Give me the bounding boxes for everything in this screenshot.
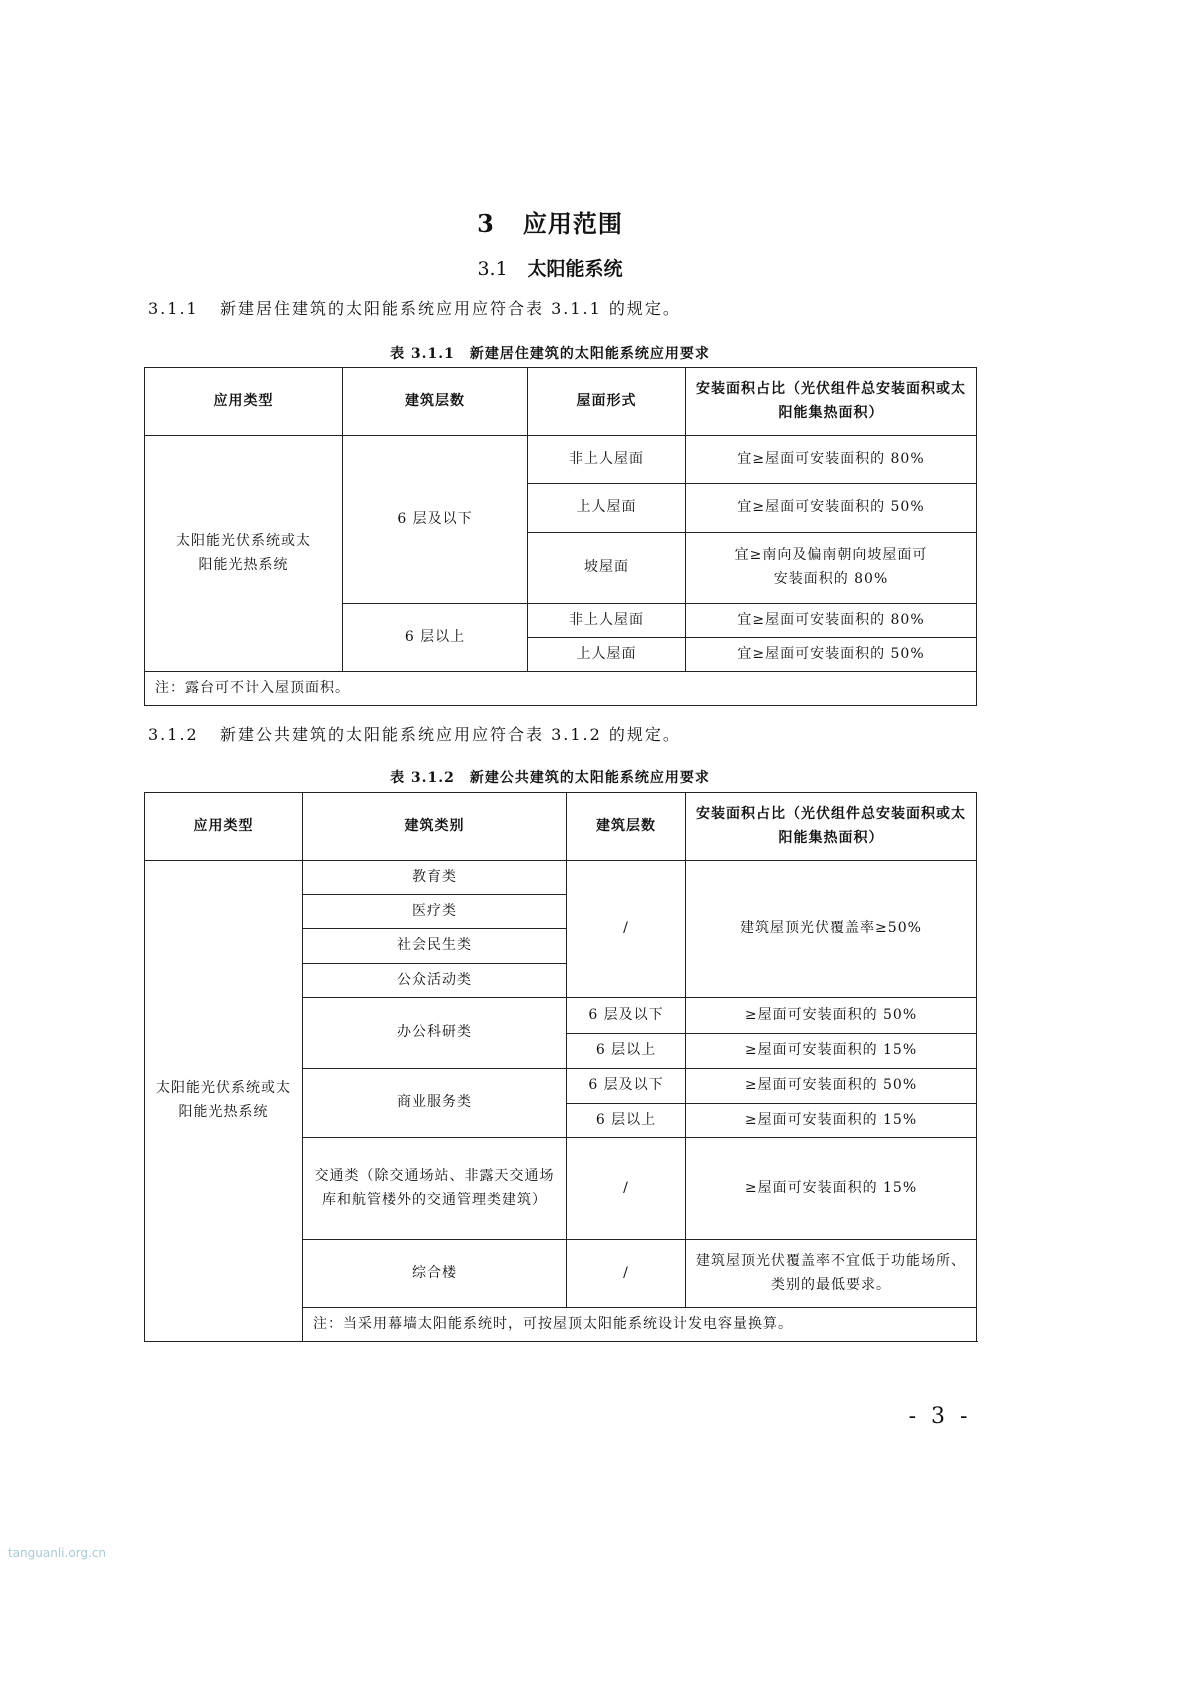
section-number: 3.1 [477, 258, 508, 280]
table-3-1-1 [144, 367, 977, 706]
floors-cell: / [567, 861, 686, 998]
floors-cell: 6 层及以下 [567, 1069, 686, 1104]
roof-type-cell: 坡屋面 [528, 533, 686, 604]
section-title [0, 254, 1100, 281]
ratio-cell: ≥屋面可安装面积的 15% [686, 1104, 977, 1138]
roof-type-cell: 非上人屋面 [528, 436, 686, 484]
floors-cell: / [567, 1240, 686, 1308]
category-cell: 教育类 [303, 861, 567, 895]
ratio-cell: ≥屋面可安装面积的 15% [686, 1138, 977, 1240]
table-note-row [145, 672, 977, 706]
ratio-cell: 宜≥屋面可安装面积的 50% [686, 484, 977, 533]
header-cell: 屋面形式 [528, 368, 686, 436]
floors-cell: 6 层以上 [343, 604, 528, 672]
table-header-row [145, 793, 977, 861]
ratio-cell: ≥屋面可安装面积的 50% [686, 1069, 977, 1104]
floors-cell: 6 层及以下 [567, 998, 686, 1034]
roof-type-cell: 上人屋面 [528, 484, 686, 533]
section-title-text: 太阳能系统 [527, 258, 623, 280]
table-3-1-2 [144, 792, 977, 1342]
table-note: 注：露台可不计入屋顶面积。 [145, 672, 977, 706]
ratio-cell: ≥屋面可安装面积的 15% [686, 1034, 977, 1069]
ratio-cell: 宜≥屋面可安装面积的 80% [686, 604, 977, 638]
header-cell: 安装面积占比（光伏组件总安装面积或太阳能集热面积） [686, 793, 977, 861]
clause-text: 新建居住建筑的太阳能系统应用应符合表 3.1.1 的规定。 [219, 299, 681, 318]
chapter-number: 3 [477, 209, 495, 238]
clause-3-1-2 [148, 722, 681, 745]
ratio-cell: 建筑屋顶光伏覆盖率≥50% [686, 861, 977, 998]
header-cell: 应用类型 [145, 368, 343, 436]
category-cell: 综合楼 [303, 1240, 567, 1308]
table-row [145, 861, 977, 895]
floors-cell: 6 层及以下 [343, 436, 528, 604]
header-cell: 应用类型 [145, 793, 303, 861]
table-header-row [145, 368, 977, 436]
table-caption: 表 3.1.2 新建公共建筑的太阳能系统应用要求 [390, 770, 710, 786]
ratio-cell: 宜≥屋面可安装面积的 80% [686, 436, 977, 484]
clause-number: 3.1.2 [148, 725, 199, 744]
clause-number: 3.1.1 [148, 299, 199, 318]
category-cell: 商业服务类 [303, 1069, 567, 1138]
table-note: 注：当采用幕墙太阳能系统时，可按屋顶太阳能系统设计发电容量换算。 [303, 1308, 977, 1342]
header-cell: 建筑层数 [567, 793, 686, 861]
header-cell: 建筑类别 [303, 793, 567, 861]
roof-type-cell: 非上人屋面 [528, 604, 686, 638]
chapter-title [0, 204, 1100, 239]
floors-cell: / [567, 1138, 686, 1240]
page-number: - 3 - [908, 1404, 972, 1429]
ratio-cell: 宜≥屋面可安装面积的 50% [686, 638, 977, 672]
chapter-title-text: 应用范围 [522, 209, 623, 238]
header-cell: 安装面积占比（光伏组件总安装面积或太阳能集热面积） [686, 368, 977, 436]
clause-3-1-1 [148, 296, 681, 319]
floors-cell: 6 层以上 [567, 1034, 686, 1069]
ratio-cell: 建筑屋顶光伏覆盖率不宜低于功能场所、类别的最低要求。 [686, 1240, 977, 1308]
floors-cell: 6 层以上 [567, 1104, 686, 1138]
header-cell: 建筑层数 [343, 368, 528, 436]
category-cell: 交通类（除交通场站、非露天交通场库和航管楼外的交通管理类建筑） [303, 1138, 567, 1240]
application-type-cell: 太阳能光伏系统或太阳能光热系统 [145, 436, 343, 672]
table-row [145, 436, 977, 484]
category-cell: 办公科研类 [303, 998, 567, 1069]
category-cell: 医疗类 [303, 895, 567, 929]
application-type-cell: 太阳能光伏系统或太阳能光热系统 [145, 861, 303, 1342]
category-cell: 社会民生类 [303, 929, 567, 964]
table-caption: 表 3.1.1 新建居住建筑的太阳能系统应用要求 [390, 346, 710, 362]
watermark: tanguanli.org.cn [8, 1546, 107, 1560]
roof-type-cell: 上人屋面 [528, 638, 686, 672]
category-cell: 公众活动类 [303, 964, 567, 998]
ratio-cell: 宜≥南向及偏南朝向坡屋面可安装面积的 80% [686, 533, 977, 604]
clause-text: 新建公共建筑的太阳能系统应用应符合表 3.1.2 的规定。 [219, 725, 681, 744]
ratio-cell: ≥屋面可安装面积的 50% [686, 998, 977, 1034]
